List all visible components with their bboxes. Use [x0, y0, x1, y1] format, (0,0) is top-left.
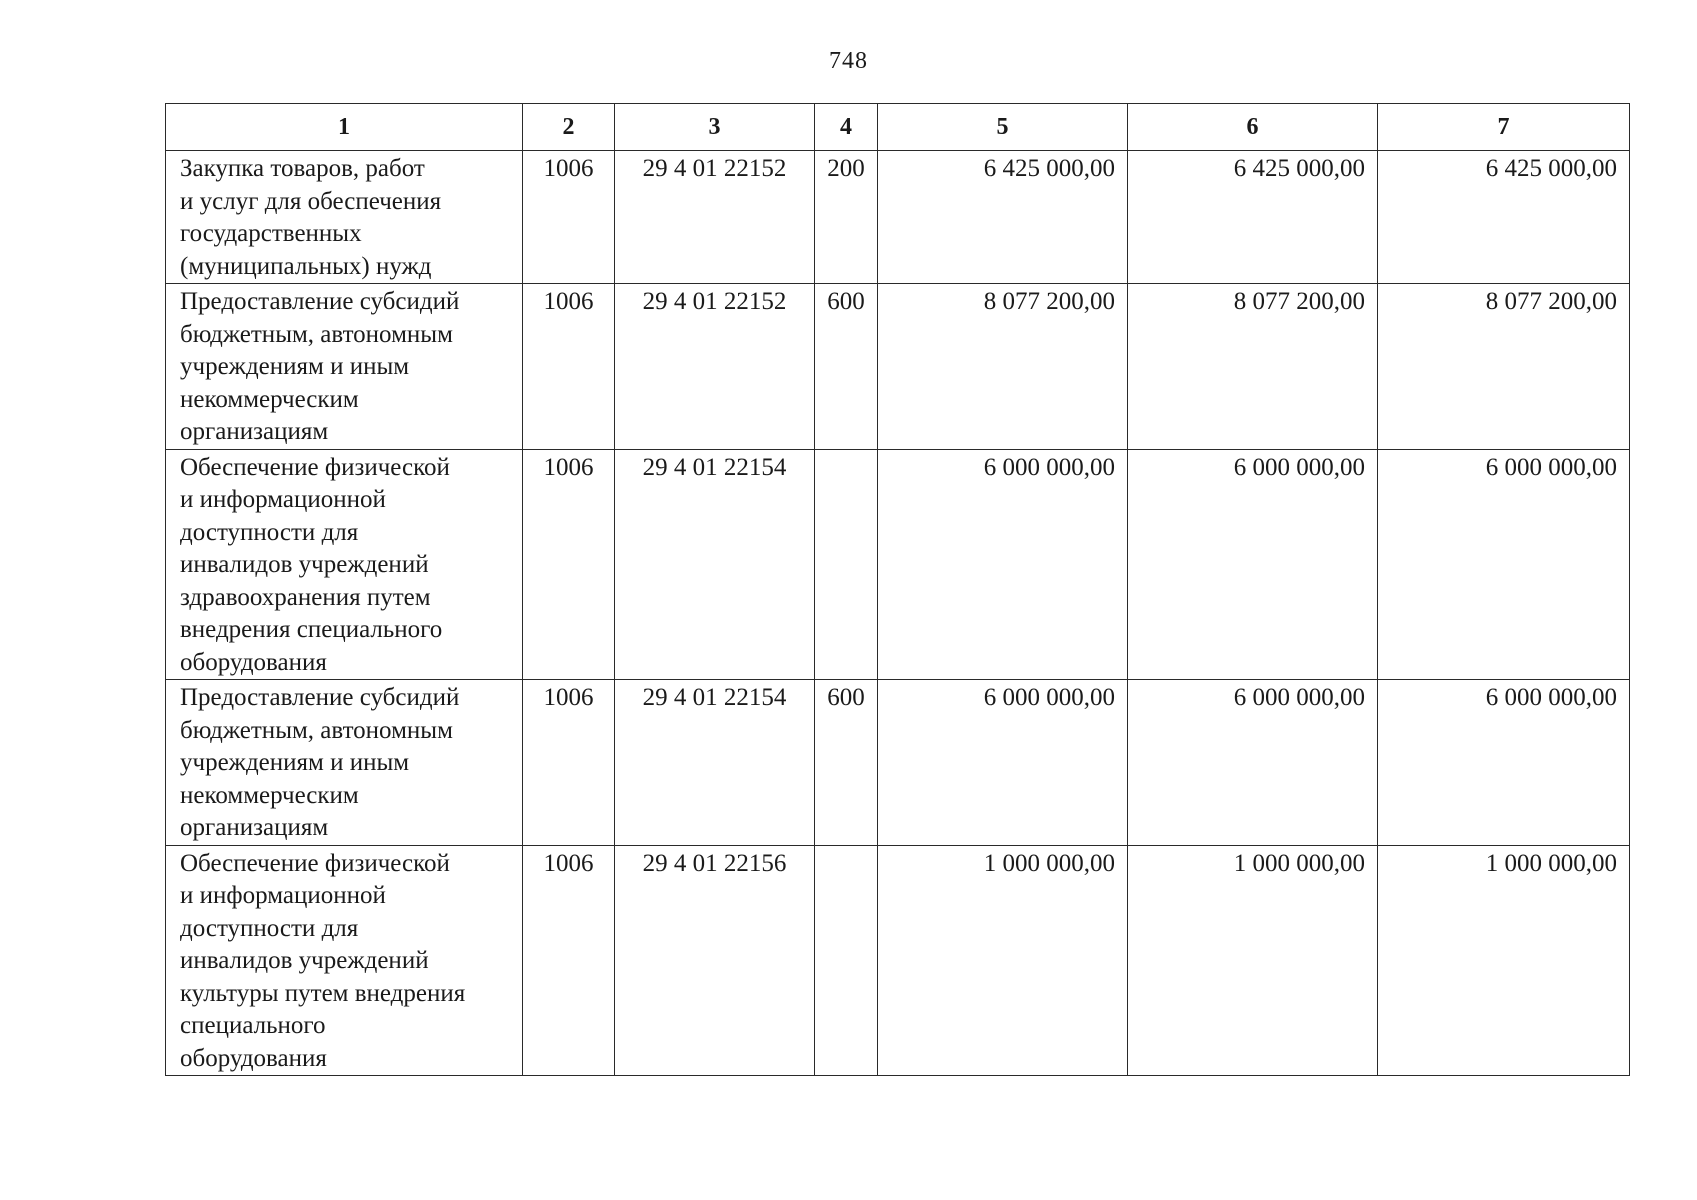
amount-cell: 6 425 000,00 [1128, 151, 1378, 284]
target-article-cell: 29 4 01 22152 [615, 284, 815, 450]
row-name-line: Предоставление субсидий [180, 288, 460, 315]
row-name-line: учреждениям и иным [180, 353, 410, 380]
amount-cell: 8 077 200,00 [1378, 284, 1630, 450]
row-name-line: культуры путем внедрения [180, 979, 466, 1007]
column-header: 7 [1378, 104, 1630, 151]
section-cell: 1006 [523, 151, 615, 284]
amount-cell: 6 000 000,00 [878, 680, 1128, 846]
table-row [166, 845, 1630, 1076]
row-name-cell [166, 449, 523, 680]
amount-cell: 8 077 200,00 [878, 284, 1128, 450]
amount-cell: 6 425 000,00 [1378, 151, 1630, 284]
row-name-line: государственных [180, 220, 362, 247]
column-header: 4 [815, 104, 878, 151]
row-name-line: Предоставление субсидий [180, 684, 460, 711]
table-body [166, 151, 1630, 1076]
section-cell: 1006 [523, 680, 615, 846]
table-row [166, 449, 1630, 680]
amount-cell: 1 000 000,00 [878, 845, 1128, 1076]
amount-cell: 6 000 000,00 [1128, 449, 1378, 680]
row-name-line: бюджетным, автономным [180, 320, 453, 348]
row-name-line: и услуг для обеспечения [180, 187, 442, 215]
row-name-line: Обеспечение физической [180, 849, 450, 877]
row-name-line: инвалидов учреждений [180, 551, 429, 578]
amount-cell: 6 000 000,00 [1378, 449, 1630, 680]
header-row [166, 104, 1630, 151]
row-name-line: внедрения специального [180, 616, 443, 643]
target-article-cell: 29 4 01 22154 [615, 680, 815, 846]
column-header: 2 [523, 104, 615, 151]
row-name-line: некоммерческим [180, 781, 359, 809]
row-name-line: некоммерческим [180, 385, 359, 413]
column-header: 3 [615, 104, 815, 151]
row-name-line: Закупка товаров, работ [180, 155, 425, 182]
expense-type-cell [815, 845, 878, 1076]
page-number: 748 [829, 48, 868, 74]
row-name-cell [166, 845, 523, 1076]
expense-type-cell: 200 [815, 151, 878, 284]
amount-cell: 6 000 000,00 [1378, 680, 1630, 846]
row-name-line: организациям [180, 418, 329, 445]
amount-cell: 1 000 000,00 [1128, 845, 1378, 1076]
row-name-cell [166, 680, 523, 846]
section-cell: 1006 [523, 845, 615, 1076]
amount-cell: 6 000 000,00 [1128, 680, 1378, 846]
row-name-line: оборудования [180, 648, 327, 676]
column-header: 1 [166, 104, 523, 151]
table-row [166, 284, 1630, 450]
row-name-line: доступности для [180, 518, 359, 546]
row-name-line: специального [180, 1012, 326, 1039]
target-article-cell: 29 4 01 22156 [615, 845, 815, 1076]
expense-type-cell: 600 [815, 284, 878, 450]
row-name-cell [166, 151, 523, 284]
row-name-cell [166, 284, 523, 450]
amount-cell: 8 077 200,00 [1128, 284, 1378, 450]
table-row [166, 151, 1630, 284]
row-name-line: оборудования [180, 1044, 327, 1072]
amount-cell: 6 000 000,00 [878, 449, 1128, 680]
row-name-line: доступности для [180, 914, 359, 942]
amount-cell: 6 425 000,00 [878, 151, 1128, 284]
column-header: 5 [878, 104, 1128, 151]
row-name-line: Обеспечение физической [180, 453, 450, 481]
section-cell: 1006 [523, 284, 615, 450]
row-name-line: здравоохранения путем [180, 583, 431, 611]
section-cell: 1006 [523, 449, 615, 680]
row-name-line: инвалидов учреждений [180, 947, 429, 974]
budget-table [165, 103, 1630, 1076]
table-row [166, 680, 1630, 846]
row-name-line: (муниципальных) нужд [180, 252, 432, 280]
row-name-line: бюджетным, автономным [180, 716, 453, 744]
row-name-line: и информационной [180, 882, 386, 909]
amount-cell: 1 000 000,00 [1378, 845, 1630, 1076]
expense-type-cell: 600 [815, 680, 878, 846]
row-name-line: и информационной [180, 486, 386, 513]
row-name-line: учреждениям и иным [180, 749, 410, 776]
expense-type-cell [815, 449, 878, 680]
row-name-line: организациям [180, 814, 329, 841]
column-header: 6 [1128, 104, 1378, 151]
target-article-cell: 29 4 01 22152 [615, 151, 815, 284]
target-article-cell: 29 4 01 22154 [615, 449, 815, 680]
